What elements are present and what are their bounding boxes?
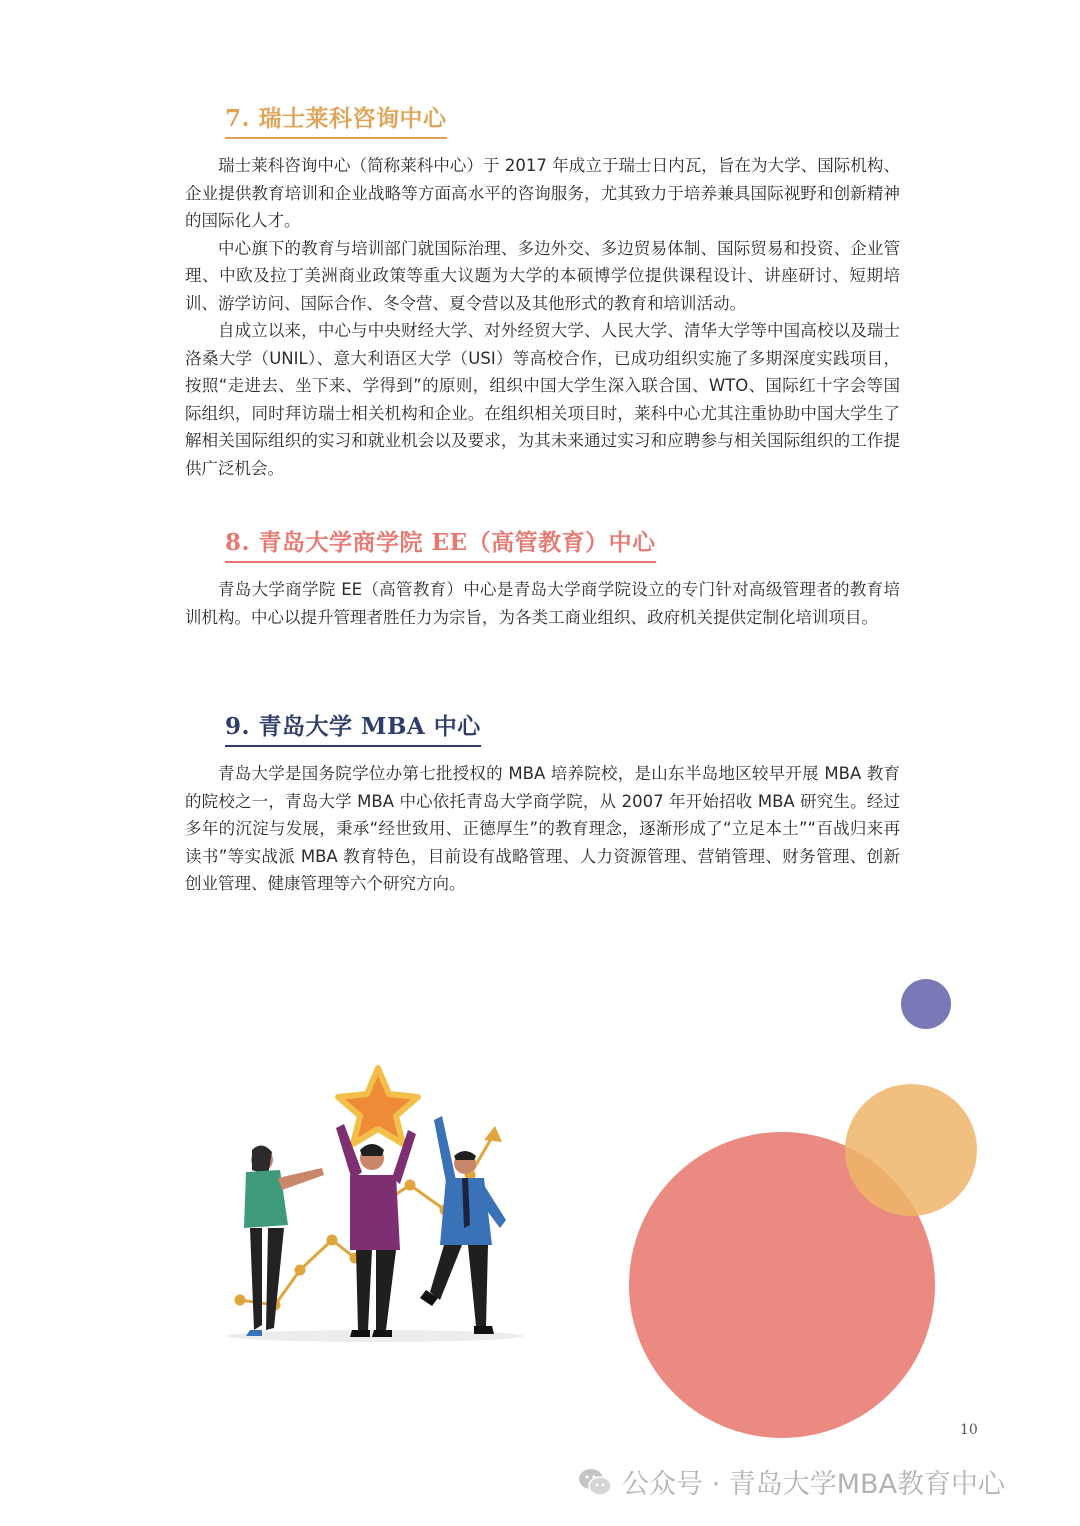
paragraph: 青岛大学商学院 EE（高管教育）中心是青岛大学商学院设立的专门针对高级管理者的教育培训机构。中心以提升管理者胜任力为宗旨，为各类工商业组织、政府机关提供定制化培训项目。 xyxy=(185,580,900,627)
woman-figure xyxy=(244,1145,324,1336)
section-7-heading: 7. 瑞士莱科咨询中心 xyxy=(225,100,447,139)
man-figure-center xyxy=(336,1124,416,1337)
paragraph: 瑞士莱科咨询中心（简称莱科中心）于 2017 年成立于瑞士日内瓦，旨在为大学、国际机构、企业提供教育培训和企业战略等方面高水平的咨询服务，尤其致力于培养兼具国际视野和创新精神的国际化人才。 xyxy=(185,156,900,230)
paragraph: 自成立以来，中心与中央财经大学、对外经贸大学、人民大学、清华大学等中国高校以及瑞士洛桑大学（UNIL）、意大利语区大学（USI）等高校合作，已成功组织实施了多期深度实践项目，按照“走进去、坐下来、学得到”的原则，组织中国大学生深入联合国、WTO、国际红十字会等国际组织，同时拜访瑞士相关机构和企业。在组织相关项目时，莱科中心尤其注重协助中国大学生了解相关国际组织的实习和就业机会以及要求，为其未来通过实习和应聘参与相关国际组织的工作提供广泛机会。 xyxy=(185,321,900,478)
paragraph: 青岛大学是国务院学位办第七批授权的 MBA 培养院校，是山东半岛地区较早开展 MBA 教育的院校之一，青岛大学 MBA 中心依托青岛大学商学院，从 2007 年开始招收 MBA 研究生。经过多年的沉淀与发展，秉承“经世致用、正德厚生”的教育理念，逐渐形成了“立足本土”“百战归来再读书”等实战派 MBA 教育特色，目前设有战略管理、人力资源管理、营销管理、财务管理、创新创业管理、健康管理等六个研究方向。 xyxy=(185,764,900,893)
man-figure-right xyxy=(420,1116,506,1334)
section-9-heading: 9. 青岛大学 MBA 中心 xyxy=(225,708,481,747)
page-number: 10 xyxy=(960,1422,978,1438)
paragraph: 中心旗下的教育与培训部门就国际治理、多边外交、多边贸易体制、国际贸易和投资、企业管理、中欧及拉丁美洲商业政策等重大议题为大学的本硕博学位提供课程设计、讲座研讨、短期培训、游学访问、国际合作、冬令营、夏令营以及其他形式的教育和培训活动。 xyxy=(185,238,900,313)
watermark xyxy=(578,1462,1005,1501)
section-8-heading: 8. 青岛大学商学院 EE（高管教育）中心 xyxy=(225,524,656,563)
wechat-icon xyxy=(578,1467,612,1497)
star-icon xyxy=(338,1068,418,1144)
watermark-text: 公众号 · 青岛大学MBA教育中心 xyxy=(622,1469,1006,1500)
